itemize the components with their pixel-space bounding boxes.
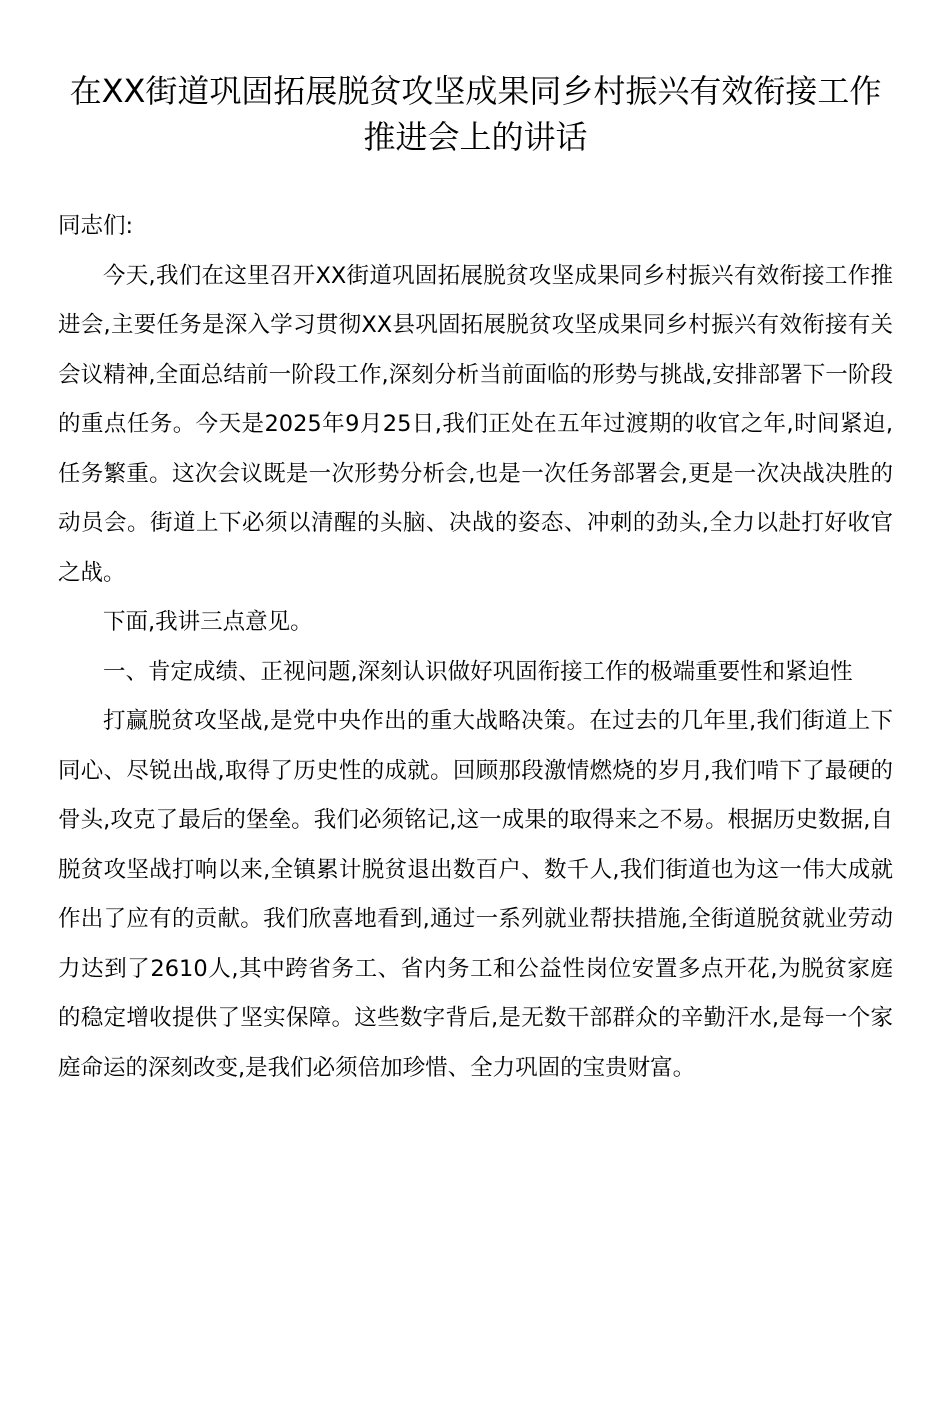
paragraph-outline: 下面,我讲三点意见。 xyxy=(103,609,313,635)
section-heading-1: 一、肯定成绩、正视问题,深刻认识做好巩固衔接工作的极端重要性和紧迫性 xyxy=(103,658,853,685)
paragraph-intro: 今天,我们在这里召开XX街道巩固拓展脱贫攻坚成果同乡村振兴有效衔接工作推进会,主要任务是深入学习贯彻XX县巩固拓展脱贫攻坚成果同乡村振兴有效衔接有关会议精神,全面总结前一阶段工作,深刻分析当前面临的形势与挑战,安排部署下一阶段的重点任务。今天是2025年9月25日,我们正处在五年过渡期的收官之年,时间紧迫,任务繁重。这次会议既是一次形势分析会,也是一次任务部署会,更是一次决战决胜的动员会。街道上下必须以清醒的头脑、决战的姿态、冲刺的劲头,全力以赴打好收官之战。 xyxy=(58,262,893,586)
document-page xyxy=(0,68,950,1412)
paragraph-achievements: 打赢脱贫攻坚战,是党中央作出的重大战略决策。在过去的几年里,我们街道上下同心、尽锐出战,取得了历史性的成就。回顾那段激情燃烧的岁月,我们啃下了最硬的骨头,攻克了最后的堡垒。我们必须铭记,这一成果的取得来之不易。根据历史数据,自脱贫攻坚战打响以来,全镇累计脱贫退出数百户、数千人,我们街道也为这一伟大成就作出了应有的贡献。我们欣喜地看到,通过一系列就业帮扶措施,全街道脱贫就业劳动力达到了2610人,其中跨省务工、省内务工和公益性岗位安置多点开花,为脱贫家庭的稳定增收提供了坚实保障。这些数字背后,是无数干部群众的辛勤汗水,是每一个家庭命运的深刻改变,是我们必须倍加珍惜、全力巩固的宝贵财富。 xyxy=(58,708,893,1081)
document-title: 在XX街道巩固拓展脱贫攻坚成果同乡村振兴有效衔接工作推进会上的讲话 xyxy=(69,72,882,156)
document-body xyxy=(58,202,893,1093)
salutation: 同志们: xyxy=(58,213,134,239)
